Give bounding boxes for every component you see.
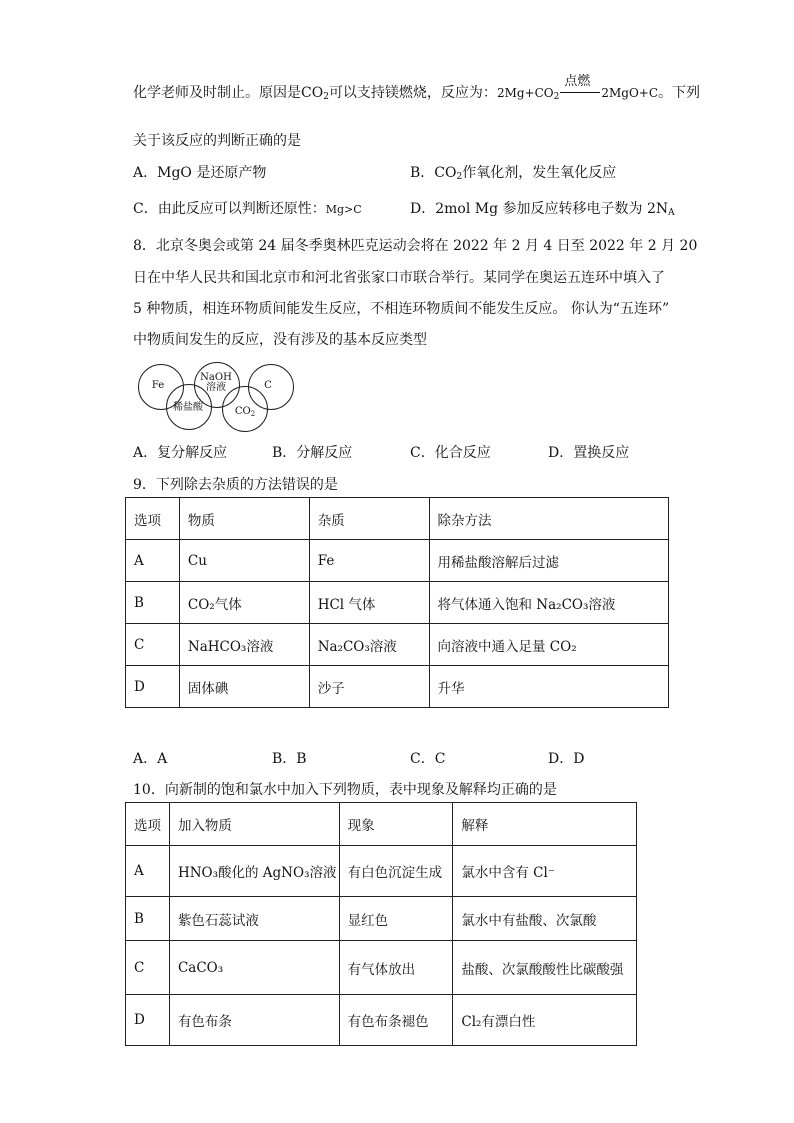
header-cell: 加入物质 <box>169 803 339 846</box>
table-header-row <box>126 803 637 846</box>
table-cell: B <box>126 582 180 624</box>
q9-table <box>125 497 669 708</box>
q8-option-b: B．分解反应 <box>272 445 353 461</box>
table-row <box>126 941 637 995</box>
table-cell: Cu <box>179 540 309 582</box>
q7-option-b <box>410 162 616 182</box>
table-row <box>126 582 669 624</box>
table-cell: 有白色沉淀生成 <box>339 846 453 897</box>
ring-label-c: C <box>264 380 272 391</box>
table-cell: Cl₂有漂白性 <box>453 995 637 1046</box>
table-cell: 有气体放出 <box>339 941 453 995</box>
table-cell: 氯水中含有 Cl⁻ <box>453 846 637 897</box>
header-cell: 除杂方法 <box>429 498 669 540</box>
table-cell: C <box>126 624 180 666</box>
q7-line1 <box>133 74 701 102</box>
table-header-row <box>126 498 669 540</box>
eq-arrow <box>560 74 600 93</box>
eq-left: 2Mg+CO <box>496 86 554 100</box>
q8-option-d: D．置换反应 <box>548 445 630 461</box>
q8-line2: 日在中华人民共和国北京市和河北省张家口市联合举行。某同学在奥运五连环中填入了 <box>133 270 665 286</box>
subscript: 2 <box>250 410 256 418</box>
table-cell: CO₂气体 <box>179 582 309 624</box>
opt-text: 作氧化剂，发生氧化反应 <box>462 165 617 181</box>
q8-line3: 5 种物质，相连环物质间能发生反应，不相连环物质间不能发生反应。 你认为“五连环” <box>133 301 670 317</box>
eq-condition: 点燃 <box>564 74 591 89</box>
q8-option-c: C．化合反应 <box>410 445 491 461</box>
opt-text: D．2mol Mg 参加反应转移电子数为 2N <box>410 201 669 217</box>
q7-text: 化学老师及时制止。原因是 <box>133 85 301 101</box>
table-cell: Na₂CO₃溶液 <box>309 624 429 666</box>
table-cell: 有色布条褪色 <box>339 995 453 1046</box>
eq-right: 2MgO+C <box>601 86 659 100</box>
q7-option-c <box>133 198 362 218</box>
q7-option-a: A．MgO 是还原产物 <box>133 165 267 181</box>
header-cell: 解释 <box>453 803 637 846</box>
co2-text: CO <box>234 406 251 417</box>
table-cell: A <box>126 540 180 582</box>
table-cell: 有色布条 <box>169 995 339 1046</box>
ring-label-fe: Fe <box>151 380 165 391</box>
table-row <box>126 995 637 1046</box>
reaction-equation <box>496 74 659 102</box>
table-cell: B <box>126 897 170 941</box>
q7-line2: 关于该反应的判断正确的是 <box>133 133 301 149</box>
table-cell: HNO₃酸化的 AgNO₃溶液 <box>169 846 339 897</box>
table-row <box>126 540 669 582</box>
q9-title: 9．下列除去杂质的方法错误的是 <box>133 477 338 493</box>
table-cell: 向溶液中通入足量 CO₂ <box>429 624 669 666</box>
table-cell: 盐酸、次氯酸酸性比碳酸强 <box>453 941 637 995</box>
table-row <box>126 897 637 941</box>
ring-label-naoh-2: 溶液 <box>206 382 226 393</box>
table-cell: 用稀盐酸溶解后过滤 <box>429 540 669 582</box>
table-row <box>126 624 669 666</box>
ring-label-naoh-1: NaOH <box>200 372 232 383</box>
q9-option-c: C．C <box>410 751 446 767</box>
q8-option-a: A．复分解反应 <box>133 445 228 461</box>
five-rings-diagram <box>138 360 298 430</box>
table-cell: D <box>126 995 170 1046</box>
ring-label-co2 <box>230 406 260 420</box>
table-cell: 沙子 <box>309 666 429 708</box>
table-cell: D <box>126 666 180 708</box>
header-cell: 杂质 <box>309 498 429 540</box>
table-cell: HCl 气体 <box>309 582 429 624</box>
co2-formula: CO <box>301 85 324 101</box>
q9-option-d: D．D <box>548 751 585 767</box>
table-cell: 显红色 <box>339 897 453 941</box>
subscript: 2 <box>553 92 560 102</box>
q9-option-b: B．B <box>272 751 307 767</box>
q7-text: 。下列 <box>658 85 701 101</box>
opt-text: C．由此反应可以判断还原性： <box>133 201 326 217</box>
table-cell: 紫色石蕊试液 <box>169 897 339 941</box>
table-cell: A <box>126 846 170 897</box>
table-cell: 升华 <box>429 666 669 708</box>
q9-option-a: A．A <box>133 751 168 767</box>
q8-line4: 中物质间发生的反应，没有涉及的基本反应类型 <box>133 332 427 348</box>
opt-text: B．CO <box>410 165 457 181</box>
table-cell: Fe <box>309 540 429 582</box>
subscript: 2 <box>456 172 463 182</box>
subscript: 2 <box>323 92 329 102</box>
ring-label-hcl: 稀盐酸 <box>173 402 203 413</box>
table-cell: 氯水中有盐酸、次氯酸 <box>453 897 637 941</box>
header-cell: 现象 <box>339 803 453 846</box>
table-cell: NaHCO₃溶液 <box>179 624 309 666</box>
q8-line1: 8．北京冬奥会或第 24 届冬季奥林匹克运动会将在 2022 年 2 月 4 日至 2022 年 2 月 20 <box>133 238 698 254</box>
q10-table <box>125 802 637 1046</box>
header-cell: 选项 <box>126 498 180 540</box>
q7-text: 可以支持镁燃烧，反应为： <box>328 85 497 101</box>
opt-value: Mg>C <box>325 203 362 216</box>
table-cell: C <box>126 941 170 995</box>
header-cell: 选项 <box>126 803 170 846</box>
subscript: A <box>668 208 675 218</box>
table-cell: 固体碘 <box>179 666 309 708</box>
q7-option-d <box>410 198 675 218</box>
table-cell: CaCO₃ <box>169 941 339 995</box>
header-cell: 物质 <box>179 498 309 540</box>
table-row <box>126 666 669 708</box>
table-cell: 将气体通入饱和 Na₂CO₃溶液 <box>429 582 669 624</box>
q10-title: 10．向新制的饱和氯水中加入下列物质，表中现象及解释均正确的是 <box>133 782 557 798</box>
table-row <box>126 846 637 897</box>
